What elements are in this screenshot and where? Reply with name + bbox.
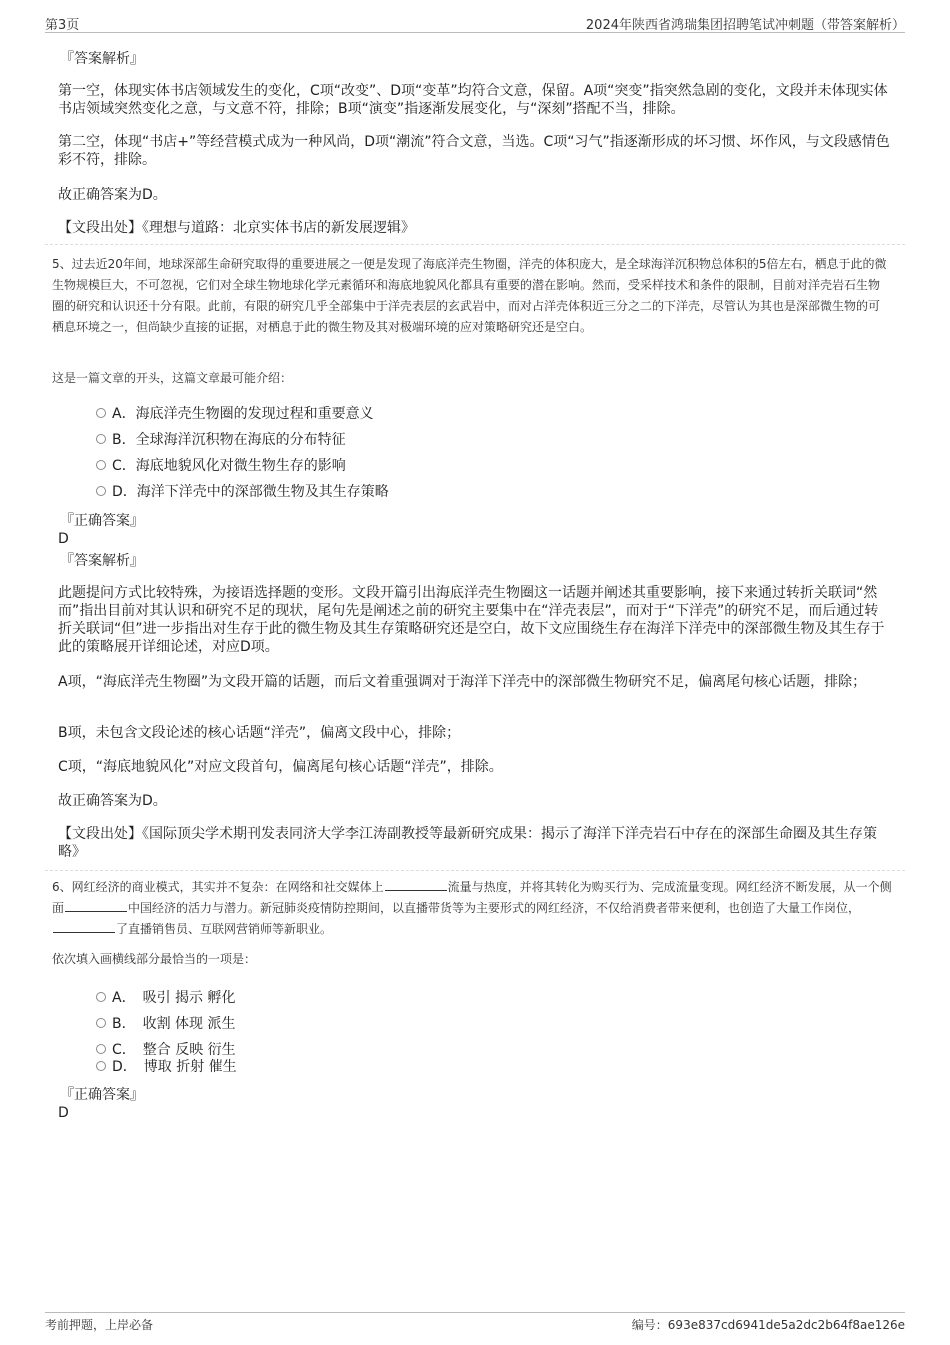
q4-conclusion: 故正确答案为D。	[58, 187, 167, 203]
page-number: 第3页	[45, 18, 80, 33]
q6-stem-part2: 流量与热度，并将其转化为购买行为、完成流量变现。网红经济不断发展，从一个侧面	[52, 880, 892, 915]
q4-source: 【文段出处】《理想与道路：北京实体书店的新发展逻辑》	[58, 220, 415, 236]
page-footer	[45, 1312, 905, 1335]
option-label: C．海底地貌风化对微生物生存的影响	[112, 458, 346, 474]
q5-conclusion: 故正确答案为D。	[58, 793, 167, 809]
q5-stem: 5、过去近20年间，地球深部生命研究取得的重要进展之一便是发现了海底洋壳生物圈，洋壳的体积庞大，是全球海洋沉积物总体积的5倍左右，栖息于此的微生物规模巨大，不可忽视，它们对全球生物地球化学元素循环和海底地貌风化都具有重要的潜在影响。然而，受采样技术和条件的限制，目前对洋壳岩石生物圈的研究和认识还十分有限。此前，有限的研究几乎全部集中于洋壳表层的玄武岩中，而对占洋壳体积近三分之二的下洋壳，尽管认为其也是深部微生物的可栖息环境之一，但尚缺少直接的证据，对栖息于此的微生物及其对极端环境的应对策略研究还是空白。	[52, 257, 887, 334]
fill-blank-3[interactable]	[53, 920, 115, 933]
option-label: B．全球海洋沉积物在海底的分布特征	[112, 432, 346, 448]
document-title: 2024年陕西省鸿瑞集团招聘笔试冲刺题（带答案解析）	[585, 18, 905, 33]
q5-analysis-para1: 此题提问方式比较特殊，为接语选择题的变形。文段开篇引出海底洋壳生物圈这一话题并阐述其重要影响，接下来通过转折关联词“然而”指出目前对其认识和研究不足的现状，尾句先是阐述之前的研究主要集中在“洋壳表层”，而对于“下洋壳”的研究不足，而后通过转折关联词“但”进一步指出对生存于此的微生物及其生存策略研究还是空白，故下文应围绕生存在海洋下洋壳中的深部微生物及其生存于此的策略展开详细论述，对应D项。	[58, 585, 885, 655]
option-label: C． 整合 反映 衍生	[112, 1042, 236, 1058]
radio-icon[interactable]	[96, 408, 106, 418]
q6-option-a[interactable]	[96, 989, 235, 1007]
q5-answer-label: 『正确答案』	[60, 513, 144, 529]
q6-option-b[interactable]	[96, 1015, 236, 1033]
q5-analysis-label: 『答案解析』	[60, 553, 144, 569]
option-label: D． 博取 折射 催生	[112, 1059, 237, 1075]
option-label: B． 收割 体现 派生	[112, 1016, 236, 1032]
question-divider	[45, 244, 905, 245]
q5-option-a[interactable]	[96, 405, 374, 423]
radio-icon[interactable]	[96, 486, 106, 496]
radio-icon[interactable]	[96, 1061, 106, 1071]
q6-stem-part1: 6、网红经济的商业模式，其实并不复杂：在网络和社交媒体上	[52, 880, 384, 894]
footer-slogan: 考前押题，上岸必备	[45, 1318, 154, 1332]
question-divider	[45, 870, 905, 871]
q5-option-c[interactable]	[96, 457, 346, 475]
q5-analysis-para4: C项，“海底地貌风化”对应文段首句，偏离尾句核心话题“洋壳”，排除。	[58, 759, 503, 775]
q5-analysis-para3: B项，未包含文段论述的核心话题“洋壳”，偏离文段中心，排除；	[58, 725, 461, 741]
q5-option-d[interactable]	[96, 483, 389, 501]
q5-option-b[interactable]	[96, 431, 346, 449]
q4-analysis-para1: 第一空，体现实体书店领域发生的变化，C项“改变”、D项“变革”均符合文意，保留。A项“突变”指突然急剧的变化，文段并未体现实体书店领域突然变化之意，与文意不符，排除；B项“演变”指逐渐发展变化，与“深刻”搭配不当，排除。	[58, 83, 888, 117]
q5-analysis-para2: A项，“海底洋壳生物圈”为文段开篇的话题，而后文着重强调对于海洋下洋壳中的深部微生物研究不足，偏离尾句核心话题，排除；	[58, 674, 867, 690]
q6-stem	[52, 877, 897, 940]
radio-icon[interactable]	[96, 460, 106, 470]
q4-analysis-label: 『答案解析』	[60, 51, 144, 67]
q4-analysis-para2: 第二空，体现“书店+”等经营模式成为一种风尚，D项“潮流”符合文意，当选。C项“习气”指逐渐形成的坏习惯、坏作风，与文段感情色彩不符，排除。	[58, 134, 890, 168]
radio-icon[interactable]	[96, 1044, 106, 1054]
page-header	[45, 12, 905, 33]
radio-icon[interactable]	[96, 992, 106, 1002]
q6-option-d[interactable]	[96, 1058, 237, 1076]
q5-question: 这是一篇文章的开头，这篇文章最可能介绍：	[52, 371, 293, 385]
radio-icon[interactable]	[96, 434, 106, 444]
document-code: 编号：693e837cd6941de5a2dc2b64f8ae126e	[631, 1318, 905, 1332]
q6-question: 依次填入画横线部分最恰当的一项是：	[52, 952, 257, 966]
q5-answer: D	[58, 531, 69, 547]
q6-stem-part3: 中国经济的活力与潜力。新冠肺炎疫情防控期间，以直播带货等为主要形式的网红经济，不仅给消费者带来便利，也创造了大量工作岗位，	[128, 901, 861, 915]
option-label: A． 吸引 揭示 孵化	[112, 990, 236, 1006]
option-label: A．海底洋壳生物圈的发现过程和重要意义	[112, 406, 374, 422]
q5-source: 【文段出处】《国际顶尖学术期刊发表同济大学李江涛副教授等最新研究成果：揭示了海洋下洋壳岩石中存在的深部生命圈及其生存策略》	[58, 826, 877, 860]
fill-blank-2[interactable]	[65, 899, 127, 912]
q6-answer-label: 『正确答案』	[60, 1087, 144, 1103]
option-label: D．海洋下洋壳中的深部微生物及其生存策略	[112, 484, 389, 500]
q6-answer: D	[58, 1105, 69, 1121]
q6-option-c[interactable]	[96, 1041, 236, 1059]
fill-blank-1[interactable]	[385, 878, 447, 891]
q6-stem-part4: 了直播销售员、互联网营销师等新职业。	[116, 922, 333, 936]
radio-icon[interactable]	[96, 1018, 106, 1028]
